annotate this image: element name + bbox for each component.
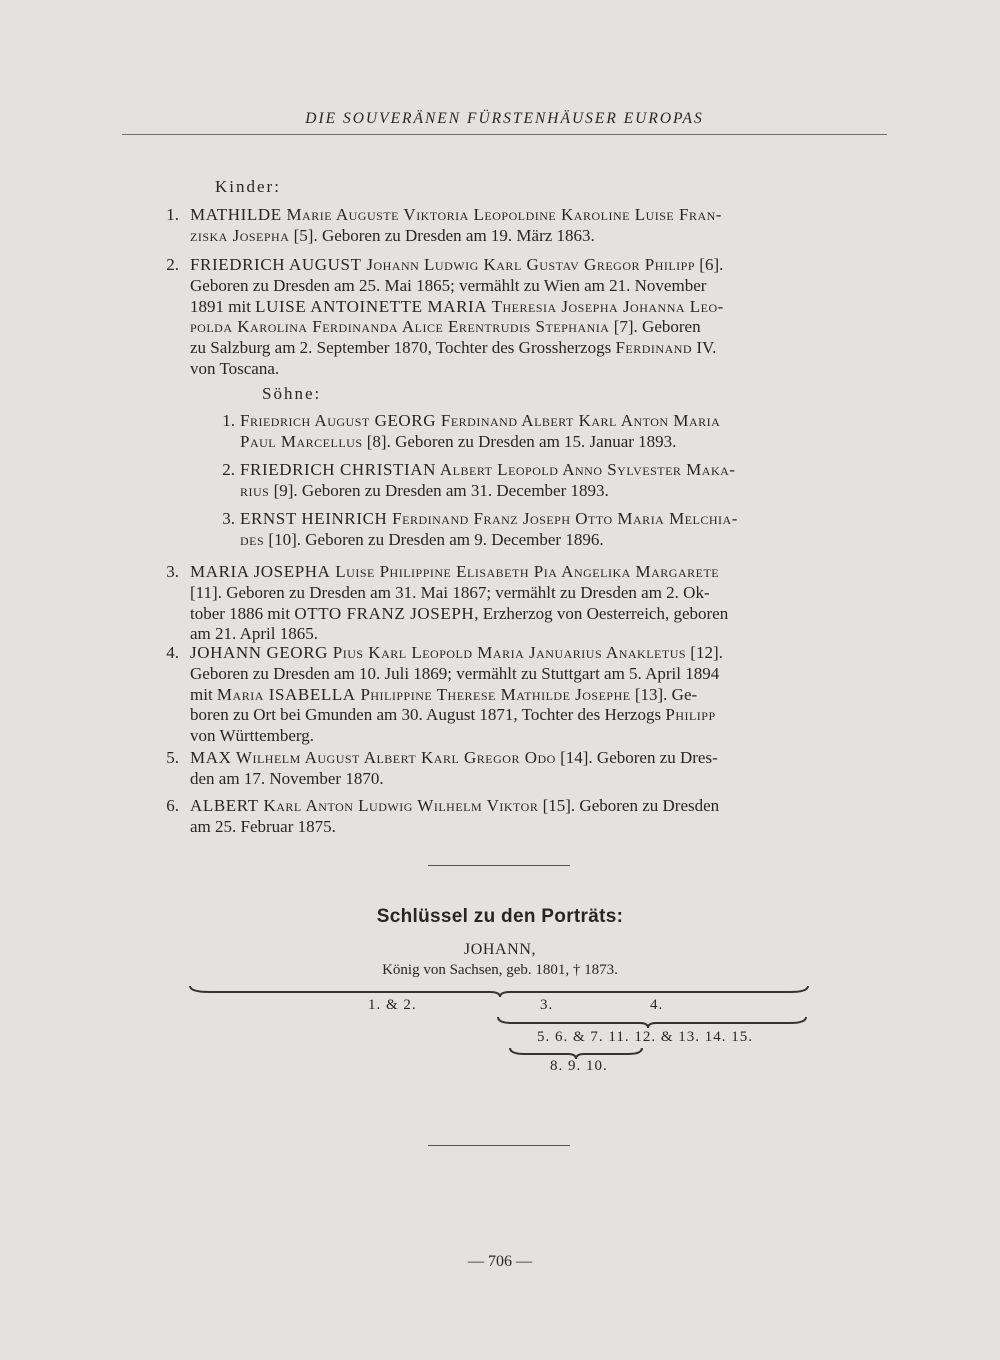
given-names: Albert Leopold Anno Sylvester Maka- <box>436 460 736 479</box>
key-title: Schlüssel zu den Porträts: <box>376 906 624 927</box>
child-entry-number: 4. <box>166 643 179 662</box>
given-names: Friedrich August <box>240 411 370 430</box>
page-number: — 706 — <box>468 1253 532 1270</box>
text-run: tober 1886 mit <box>190 603 295 623</box>
given-names: Luise Philippine Elisabeth Pia Angelika Margarete <box>330 562 720 581</box>
given-names: Maria <box>216 684 264 704</box>
text-run: [7]. Geboren <box>609 317 701 337</box>
key-row1-mid: 3. <box>540 997 554 1013</box>
son-entry-number: 3. <box>222 509 235 528</box>
key-name: JOHANN, <box>463 941 537 958</box>
text-run: am 21. April 1865. <box>190 624 318 644</box>
person-name: MAX <box>190 748 232 767</box>
text-run: boren zu Ort bei Gmunden am 30. August 1871, Tochter des Herzogs <box>190 705 666 725</box>
text-run: von Toscana. <box>190 359 280 378</box>
soehne-heading: Söhne: <box>262 384 322 403</box>
child-entry-number: 5. <box>166 748 179 767</box>
text-run: [9]. Geboren zu Dresden am 31. December 1893. <box>269 480 609 500</box>
given-names: Wilhelm August Albert Karl Gregor Odo <box>231 748 556 767</box>
given-names: Marie Auguste Viktoria Leopoldine Karoline Luise Fran- <box>281 205 722 224</box>
key-row2: 5. 6. & 7. 11. 12. & 13. 14. 15. <box>537 1029 754 1045</box>
key-row1-right: 4. <box>650 997 664 1013</box>
given-names: Ferdinand Albert Karl Anton Maria <box>436 411 721 430</box>
person-name: ISABELLA <box>263 684 356 704</box>
given-names: Ferdinand Franz Joseph Otto Maria Melchia- <box>387 509 738 528</box>
text-run: zu Salzburg am 2. September 1870, Tochter des Grossherzogs <box>190 338 616 358</box>
text-run: Geboren zu Dresden am 10. Juli 1869; vermählt zu Stuttgart am 5. April 1894 <box>190 663 720 683</box>
person-name: MARIA JOSEPHA <box>190 562 331 581</box>
section-divider <box>428 1145 570 1146</box>
given-names: des <box>240 529 265 549</box>
text-run: am 25. Februar 1875. <box>190 816 336 836</box>
person-name: MATHILDE <box>190 205 282 224</box>
given-names: Philippine Therese Mathilde Josephe <box>355 684 631 704</box>
person-name: ALBERT <box>190 796 259 815</box>
text-run: IV. <box>692 338 717 358</box>
person-name: ERNST HEINRICH <box>240 509 388 528</box>
child-entry-number: 3. <box>166 562 179 581</box>
text-run: [14]. Geboren zu Dres- <box>555 748 718 767</box>
text-run: [11]. Geboren zu Dresden am 31. Mai 1867; vermählt zu Dresden am 2. Ok- <box>190 582 710 602</box>
kinder-heading: Kinder: <box>215 177 281 196</box>
given-names: Theresia Josepha Johanna Leo- <box>487 296 724 316</box>
text-run: von Württemberg. <box>190 726 315 746</box>
person-name: JOHANN GEORG <box>190 643 329 662</box>
given-names: ziska Josepha <box>190 225 290 245</box>
given-names: Karl Anton Ludwig Wilhelm Viktor <box>258 796 539 815</box>
running-header: DIE SOUVERÄNEN FÜRSTENHÄUSER EUROPAS <box>305 110 704 127</box>
text-run: mit <box>190 684 217 704</box>
child-entry-number: 1. <box>166 205 179 224</box>
given-names: rius <box>240 480 270 500</box>
key-row1-left: 1. & 2. <box>368 997 417 1013</box>
text-run: [5]. Geboren zu Dresden am 19. März 1863. <box>289 225 595 245</box>
text-run: [6]. <box>695 255 724 274</box>
person-name: OTTO FRANZ JOSEPH <box>294 603 475 623</box>
brace-middle <box>498 1017 806 1028</box>
person-name: FRIEDRICH AUGUST <box>190 255 362 274</box>
text-run: [8]. Geboren zu Dresden am 15. Januar 1893. <box>362 431 677 451</box>
given-names: Paul Marcellus <box>240 431 363 451</box>
person-name: LUISE ANTOINETTE MARIA <box>255 296 488 316</box>
given-names: polda Karolina Ferdinanda Alice Erentrudis Stephania <box>190 317 610 337</box>
text-run: [13]. Ge- <box>630 684 698 704</box>
text-run: Geboren zu Dresden am 25. Mai 1865; vermählt zu Wien am 21. November <box>190 275 707 295</box>
text-run: [10]. Geboren zu Dresden am 9. December 1896. <box>264 529 604 549</box>
text-run: [15]. Geboren zu Dresden <box>538 796 720 815</box>
given-names: Ferdinand <box>615 338 693 358</box>
given-names: Pius Karl Leopold Maria Januarius Anakletus <box>328 643 687 662</box>
key-subtitle: König von Sachsen, geb. 1801, † 1873. <box>382 962 618 978</box>
son-entry-number: 1. <box>222 411 235 430</box>
child-entry-number: 2. <box>166 255 179 274</box>
person-name: GEORG <box>369 411 437 430</box>
text-run: [12]. <box>686 643 723 662</box>
text-run: den am 17. November 1870. <box>190 768 384 788</box>
brace-top <box>190 986 808 997</box>
text-run: , Erzherzog von Oesterreich, geboren <box>474 603 729 623</box>
son-entry-number: 2. <box>222 460 235 479</box>
key-row3: 8. 9. 10. <box>550 1058 608 1074</box>
text-run: 1891 mit <box>190 296 256 316</box>
given-names: Philipp <box>665 705 716 725</box>
person-name: FRIEDRICH CHRISTIAN <box>240 460 437 479</box>
given-names: Johann Ludwig Karl Gustav Gregor Philipp <box>361 255 696 274</box>
child-entry-number: 6. <box>166 796 179 815</box>
